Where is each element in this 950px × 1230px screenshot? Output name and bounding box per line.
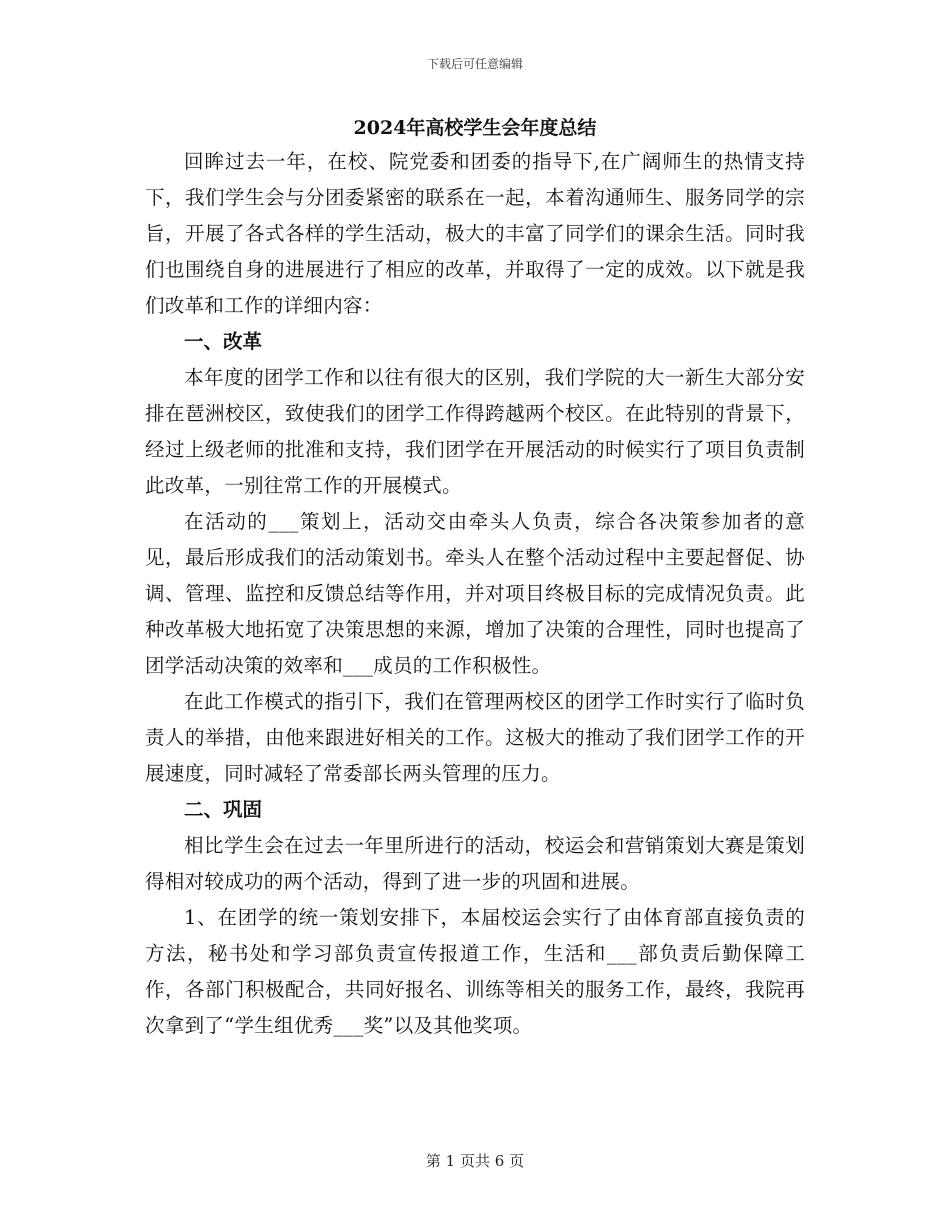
document-title: 2024年高校学生会年度总结 bbox=[353, 117, 597, 139]
document-body bbox=[145, 144, 805, 1044]
section-heading-reform: 一、改革 bbox=[184, 330, 263, 353]
reform-paragraph-3: 在此工作模式的指引下，我们在管理两校区的团学工作时实行了临时负责人的举措，由他来跟进好相关的工作。这极大的推动了我们团学工作的开展速度，同时减轻了常委部长两头管理的压力。 bbox=[145, 690, 805, 785]
reform-paragraph-2: 在活动的___策划上，活动交由牵头人负责，综合各决策参加者的意见，最后形成我们的活动策划书。牵头人在整个活动过程中主要起督促、协调、管理、监控和反馈总结等作用，并对项目终极目标的完成情况负责。此种改革极大地拓宽了决策思想的来源，增加了决策的合理性，同时也提高了团学活动决策的效率和___成员的工作积极性。 bbox=[145, 510, 805, 677]
header-note: 下载后可任意编辑 bbox=[426, 57, 523, 71]
consolidate-paragraph-1: 相比学生会在过去一年里所进行的活动，校运会和营销策划大赛是策划得相对较成功的两个活动，得到了进一步的巩固和进展。 bbox=[145, 834, 805, 893]
section-heading-consolidate: 二、巩固 bbox=[184, 798, 263, 821]
consolidate-paragraph-2: 1、在团学的统一策划安排下，本届校运会实行了由体育部直接负责的方法，秘书处和学习部负责宣传报道工作，生活和___部负责后勤保障工作，各部门积极配合，共同好报名、训练等相关的服务工作，最终，我院再次拿到了“学生组优秀___奖”以及其他奖项。 bbox=[145, 906, 805, 1037]
page-number-footer: 第 1 页共 6 页 bbox=[425, 1152, 525, 1170]
reform-paragraph-1: 本年度的团学工作和以往有很大的区别，我们学院的大一新生大部分安排在琶洲校区，致使我们的团学工作得跨越两个校区。在此特别的背景下，经过上级老师的批准和支持，我们团学在开展活动的时候实行了项目负责制此改革，一别往常工作的开展模式。 bbox=[145, 366, 805, 497]
intro-paragraph: 回眸过去一年，在校、院党委和团委的指导下,在广阔师生的热情支持下，我们学生会与分团委紧密的联系在一起，本着沟通师生、服务同学的宗旨，开展了各式各样的学生活动，极大的丰富了同学们的课余生活。同时我们也围绕自身的进展进行了相应的改革，并取得了一定的成效。以下就是我们改革和工作的详细内容： bbox=[145, 150, 805, 317]
